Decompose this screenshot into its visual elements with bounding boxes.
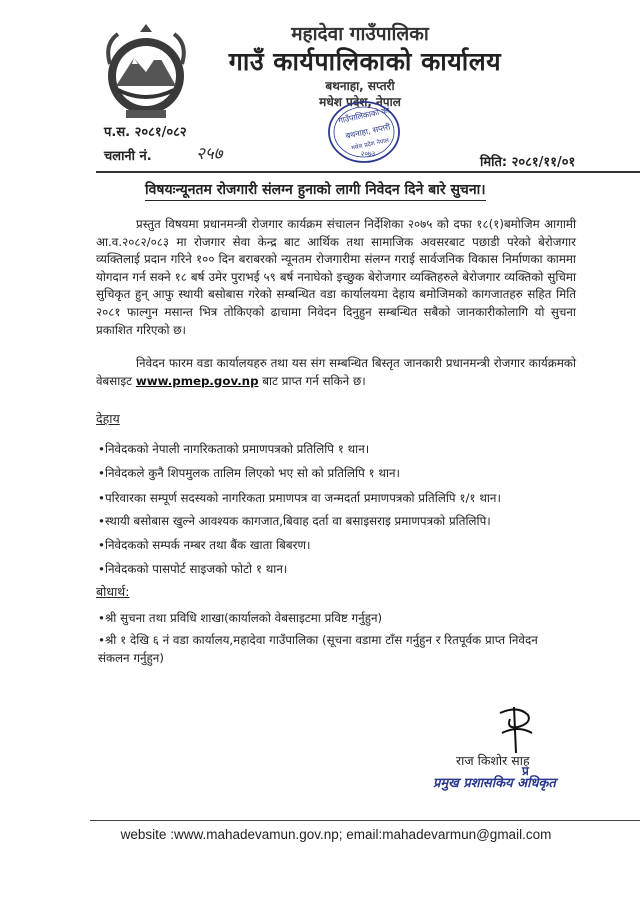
office-province: मधेश प्रदेश, नेपाल: [319, 95, 401, 109]
body-paragraph-1: प्रस्तुत विषयमा प्रधानमन्त्री रोजगार कार्यक्रम संचालन निर्देशिका २०७५ को दफा १८(१)बमोजिम आगामी आ.व.२०८२/०८३ मा रोजगार सेवा केन्द्र बाट आर्थिक तथा सामाजिक अवसरबाट पछाडी परेको बेरोजगार व्यक्तिलाई प्रदान गरिने १०० दिन बराबरको न्यूनतम रोजगारीमा संलग्न गराई सार्वजनिक विकास निर्माणका काममा योगदान गर्न सक्ने १८ बर्ष उमेर पुराभई ५९ बर्ष ननाघेको इच्छुक बेरोजगार व्यक्तिहरुले बेरोजगार व्यक्तिको सुचिमा सुचिकृत हुन् आफु स्थायी बसोबास गरेको सम्बन्धित वडा कार्यालयमा देहाय बमोजिमको कागजातहरु सहित मिति २०८१ फाल्गुन मसान्त भित्र तोकिएको ढाचामा निवेदन दिनुहुन सम्बन्धित सबैको जानकारीकोलागि यो सुचना प्रकाशित गरिएको छ।: [96, 217, 576, 337]
stamp-initial: प्र: [522, 764, 529, 778]
body-paragraph-2: [96, 355, 576, 390]
requirement-item: •निवेदकको सम्पर्क नम्बर तथा बैंक खाता बिबरण।: [98, 538, 311, 552]
footer-divider: [90, 820, 640, 821]
requirement-item: •निवेदकको नेपाली नागरिकताको प्रमाणपत्रको प्रतिलिपि १ थान।: [98, 442, 370, 456]
signature-icon: [488, 703, 543, 757]
signatory-title: प्रमुख प्रशासकिय अधिकृत: [433, 776, 556, 791]
cc-heading: बोधार्थ:: [96, 584, 130, 599]
requirement-item: •निवेदकको पासपोर्ट साइजको फोटो १ थान।: [98, 562, 288, 576]
chalani-number: २५७: [196, 144, 223, 164]
paragraph-text: बाट प्राप्त गर्न सकिने छ।: [258, 373, 366, 388]
requirement-item: •निवेदकले कुनै शिपमुलक तालिम लिएको भए सो को प्रतिलिपि १ थान।: [98, 466, 401, 480]
cc-item: •श्री सुचना तथा प्रविधि शाखा(कार्यालको वेबसाइटमा प्रविष्ट गर्नुहुन): [98, 611, 383, 625]
stamp-year: २०७३: [360, 150, 376, 158]
requirement-item: •परिवारका सम्पूर्ण सदस्यको नागरिकता प्रमाणपत्र वा जन्मदर्ता प्रमाणपत्रको प्रतिलिपि १/१ थान।: [98, 491, 501, 505]
office-name: गाउँ कार्यपालिकाको कार्यालय: [228, 47, 502, 76]
government-emblem-icon: [96, 24, 196, 124]
header-divider: [96, 171, 640, 173]
stamp-text: मधेश प्रदेश नेपाल: [350, 137, 390, 152]
stamp-text: गाउँपालिकाको का: [337, 105, 391, 126]
municipality-name: महादेवा गाउँपालिका: [291, 23, 429, 45]
cc-item: •श्री १ देखि ६ नं वडा कार्यालय,महादेवा गाउँपालिका (सूचना वडामा टाँस गर्नुहुन र रितपूर्वक प्राप्त निवेदन संकलन गर्नुहुन): [98, 633, 538, 665]
requirement-item: •स्थायी बसोबास खुल्ने आवश्यक कागजात,बिवाह दर्ता वा बसाइसराइ प्रमाणपत्रको प्रतिलिपि।: [98, 514, 491, 528]
document-date: मिति: २०८१/११/०१: [480, 155, 576, 170]
pmep-website-link[interactable]: www.pmep.gov.np: [135, 373, 259, 388]
subject-line: विषयःन्यूनतम रोजगारी संलग्न हुनाको लागी निवेदन दिने बारे सुचना।: [145, 180, 486, 201]
requirements-heading: देहाय: [96, 411, 120, 426]
office-address: बथनाहा, सप्तरी: [325, 79, 395, 93]
paragraph-text: निवेदन फारम वडा कार्यालयहरु तथा यस संग सम्बन्धित बिस्तृत जानकारी प्रधानमन्त्री रोजगार कार्यक्रमको वेबसाइट: [96, 356, 576, 388]
reference-number: प.स. २०८१/०८२: [104, 125, 187, 140]
chalani-label: चलानी नं.: [104, 149, 152, 164]
stamp-text: बथनाहा, सप्तरी: [344, 122, 392, 141]
footer-contact: website :www.mahadevamun.gov.np; email:mahadevarmun@gmail.com: [120, 827, 552, 842]
signatory-name: राज किशोर साह: [456, 753, 530, 768]
